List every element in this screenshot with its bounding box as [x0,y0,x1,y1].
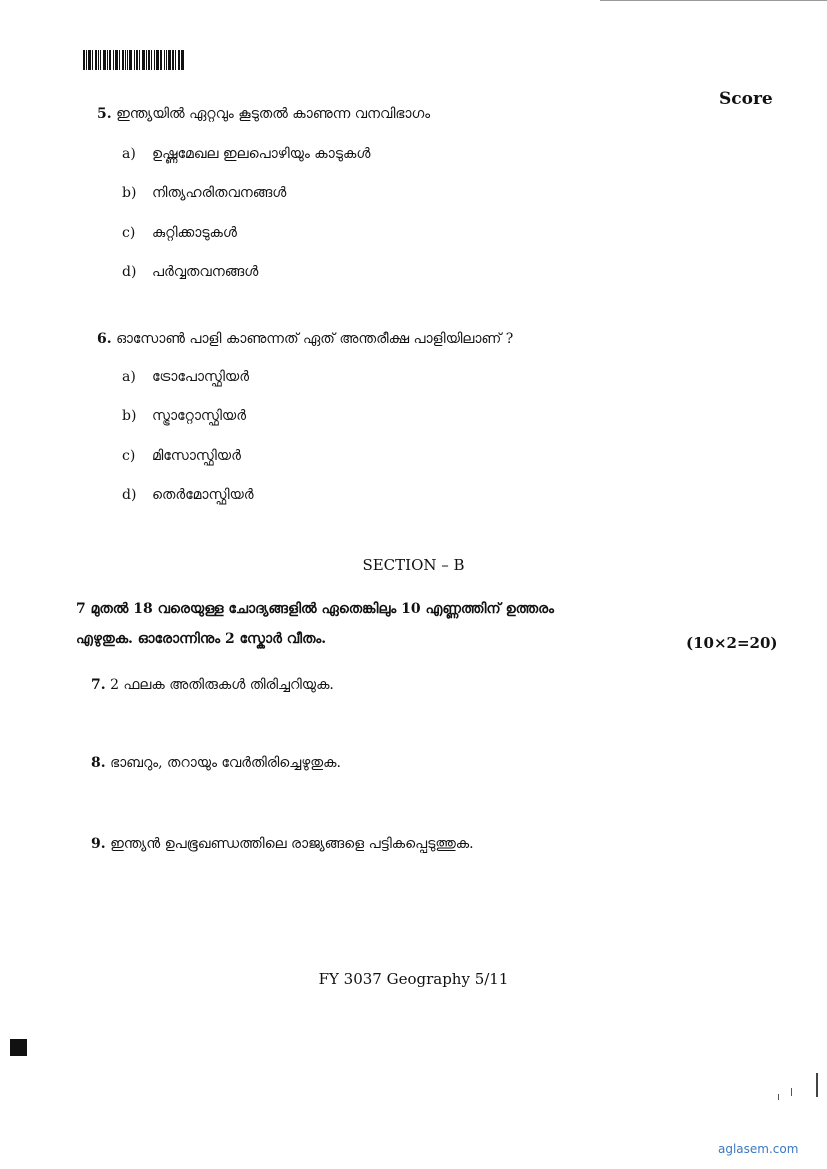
option-letter: a) [122,369,136,385]
question-text: ഓസോൺ പാളി കാണുന്നത് ഏത് അന്തരീക്ഷ പാളിയിലാണ് ? [116,331,514,347]
barcode-graphic [83,50,201,70]
option-letter: a) [122,146,136,162]
scan-mark [778,1094,779,1100]
question-text: ഇന്ത്യയിൽ ഏറ്റവും കൂടുതൽ കാണുന്ന വനവിഭാഗം [116,106,431,122]
option-5c [122,225,237,241]
question-6 [97,331,513,347]
scan-mark [816,1073,818,1097]
option-5b [122,185,286,201]
question-5 [97,106,430,122]
option-text: സ്ട്രാറ്റോസ്ഫിയർ [152,408,247,424]
option-5d [122,264,258,280]
question-text: 2 ഫലക അതിരുകൾ തിരിച്ചറിയുക. [110,677,334,693]
option-text: കുറ്റിക്കാടുകൾ [152,225,237,241]
option-letter: c) [122,448,136,464]
question-number: 7. [91,677,106,693]
page-code: FY 3037 Geography 5/11 [318,970,509,988]
option-5a [122,146,370,162]
instruction-line-2: എഴുതുക. ഓരോന്നിനും 2 സ്കോർ വീതം. [76,631,327,647]
option-6a [122,369,249,385]
section-marks: (10×2=20) [686,634,778,652]
question-text: ഭാബറും, തറായും വേർതിരിച്ചെഴുതുക. [110,755,341,771]
instruction-line-1: 7 മുതൽ 18 വരെയുള്ള ചോദ്യങ്ങളിൽ ഏതെങ്കിലും 10 എണ്ണത്തിന് ഉത്തരം [76,601,555,617]
question-number: 6. [97,331,112,347]
registration-mark [10,1039,27,1056]
option-letter: d) [122,264,137,280]
option-6d [122,487,254,503]
question-text: ഇന്ത്യൻ ഉപഭൂഖണ്ഡത്തിലെ രാജ്യങ്ങളെ പട്ടികപ്പെടുത്തുക. [110,836,474,852]
option-text: നിത്യഹരിതവനങ്ങൾ [152,185,287,201]
question-number: 5. [97,106,112,122]
option-text: മിസോസ്ഫിയർ [152,448,241,464]
question-number: 9. [91,836,106,852]
question-8 [91,755,341,771]
option-text: ഉഷ്ണമേഖല ഇലപൊഴിയും കാടുകൾ [152,146,371,162]
top-edge-rule [600,0,827,1]
option-letter: b) [122,185,137,201]
question-7 [91,677,334,693]
option-letter: b) [122,408,137,424]
option-text: പർവ്വതവനങ്ങൾ [152,264,259,280]
watermark: aglasem.com [718,1142,799,1156]
question-number: 8. [91,755,106,771]
option-text: ട്രോപോസ്ഫിയർ [152,369,250,385]
option-letter: c) [122,225,136,241]
option-text: തെർമോസ്ഫിയർ [152,487,254,503]
scan-mark [791,1088,792,1096]
option-6c [122,448,241,464]
option-letter: d) [122,487,137,503]
section-heading: SECTION – B [362,556,465,574]
score-label: Score [719,89,773,109]
question-9 [91,836,474,852]
option-6b [122,408,246,424]
